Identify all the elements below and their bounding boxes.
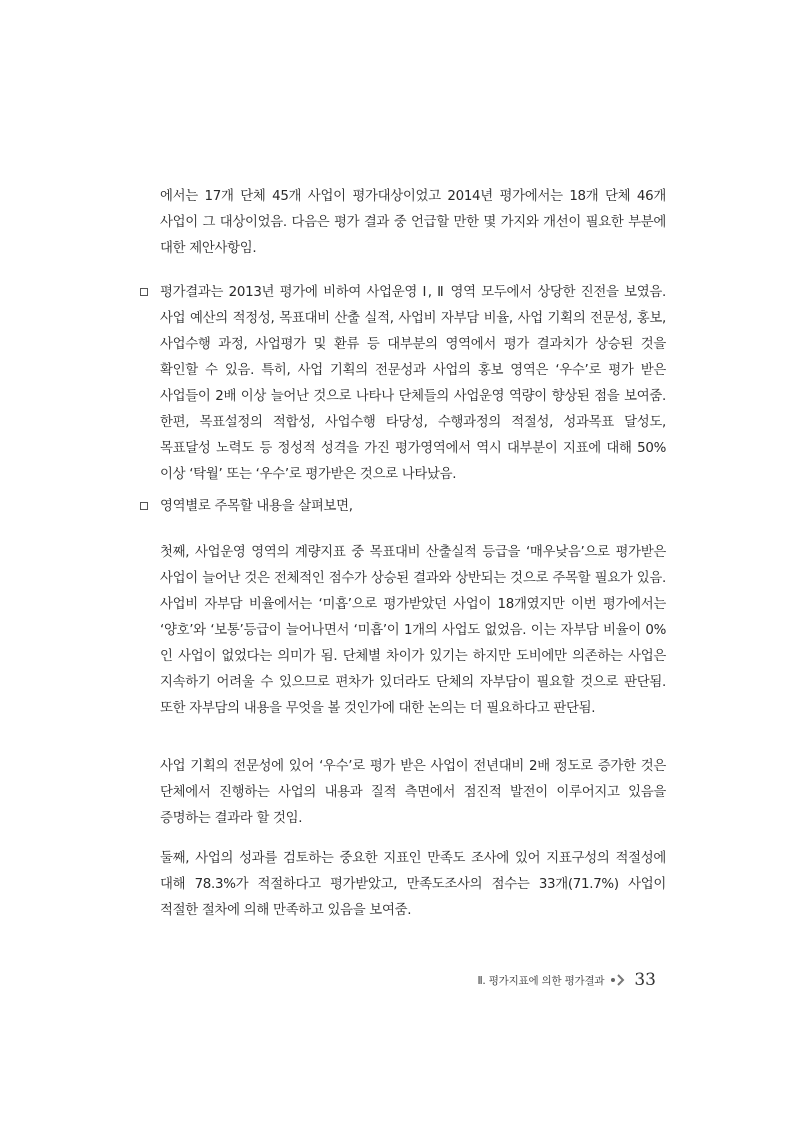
bullet-item-results <box>140 280 666 490</box>
page-footer <box>477 970 656 990</box>
second-point-paragraph: 둘째, 사업의 성과를 검토하는 중요한 지표인 만족도 조사에 있어 지표구성의 적절성에 대해 78.3%가 적절하다고 평가받았고, 만족도조사의 점수는 33개(71.7%) 사업이 적절한 절차에 의해 만족하고 있음을 보여줌. <box>160 851 666 918</box>
chevron-right-icon <box>610 974 628 986</box>
square-bullet-icon <box>140 288 148 296</box>
bullet-text-results: 평가결과는 2013년 평가에 비하여 사업운영 Ⅰ, Ⅱ 영역 모두에서 상당한 진전을 보였음. 사업 예산의 적정성, 목표대비 산출 실적, 사업비 자부담 비율, 사업 기획의 전문성, 홍보, 사업수행 과정, 사업평가 및 환류 등 대부분의 영역에서 평가 결과치가 상승된 것을 확인할 수 있음. 특히, 사업 기획의 전문성과 사업의 홍보 영역은 ‘우수’로 평가 받은 사업들이 2배 이상 늘어난 것으로 나타나 단체들의 사업운영 역량이 향상된 점을 보여줌. 한편, 목표설정의 적합성, 사업수행 타당성, 수행과정의 적절성, 성과목표 달성도, 목표달성 노력도 등 정성적 성격을 가진 평가영역에서 역시 대부분이 지표에 대해 50% 이상 ‘탁월’ 또는 ‘우수’로 평가받은 것으로 나타났음. <box>160 285 666 482</box>
planning-paragraph: 사업 기획의 전문성에 있어 ‘우수’로 평가 받은 사업이 전년대비 2배 정도로 증가한 것은 단체에서 진행하는 사업의 내용과 질적 측면에서 점진적 발전이 이루어지고 있음을 증명하는 결과라 할 것임. <box>160 759 666 826</box>
first-point-paragraph: 첫째, 사업운영 영역의 계량지표 중 목표대비 산출실적 등급을 ‘매우낮음’으로 평가받은 사업이 늘어난 것은 전체적인 점수가 상승된 결과와 상반되는 것으로 주목할 필요가 있음. 사업비 자부담 비율에서는 ‘미흡’으로 평가받았던 사업이 18개였지만 이번 평가에서는 ‘양호’와 ‘보통’등급이 늘어나면서 ‘미흡’이 1개의 사업도 없었음. 이는 자부담 비율이 0%인 사업이 없었다는 의미가 됨. 단체별 차이가 있기는 하지만 도비에만 의존하는 사업은 지속하기 어려울 수 있으므로 편차가 있더라도 단체의 자부담이 필요할 것으로 판단됨. 또한 자부담의 내용을 무엇을 볼 것인가에 대한 논의는 더 필요하다고 판단됨. <box>160 545 666 716</box>
bullet-item-areas <box>140 494 666 520</box>
page-number: 33 <box>634 970 656 990</box>
bullet-text-areas: 영역별로 주목할 내용을 살펴보면, <box>160 499 353 514</box>
intro-paragraph: 에서는 17개 단체 45개 사업이 평가대상이었고 2014년 평가에서는 18개 단체 46개 사업이 그 대상이었음. 다음은 평가 결과 중 언급할 만한 몇 가지와 개선이 필요한 부분에 대한 제안사항임. <box>160 189 666 256</box>
footer-chapter-title: Ⅱ. 평가지표에 의한 평가결과 <box>477 974 605 987</box>
square-bullet-icon <box>140 502 148 510</box>
